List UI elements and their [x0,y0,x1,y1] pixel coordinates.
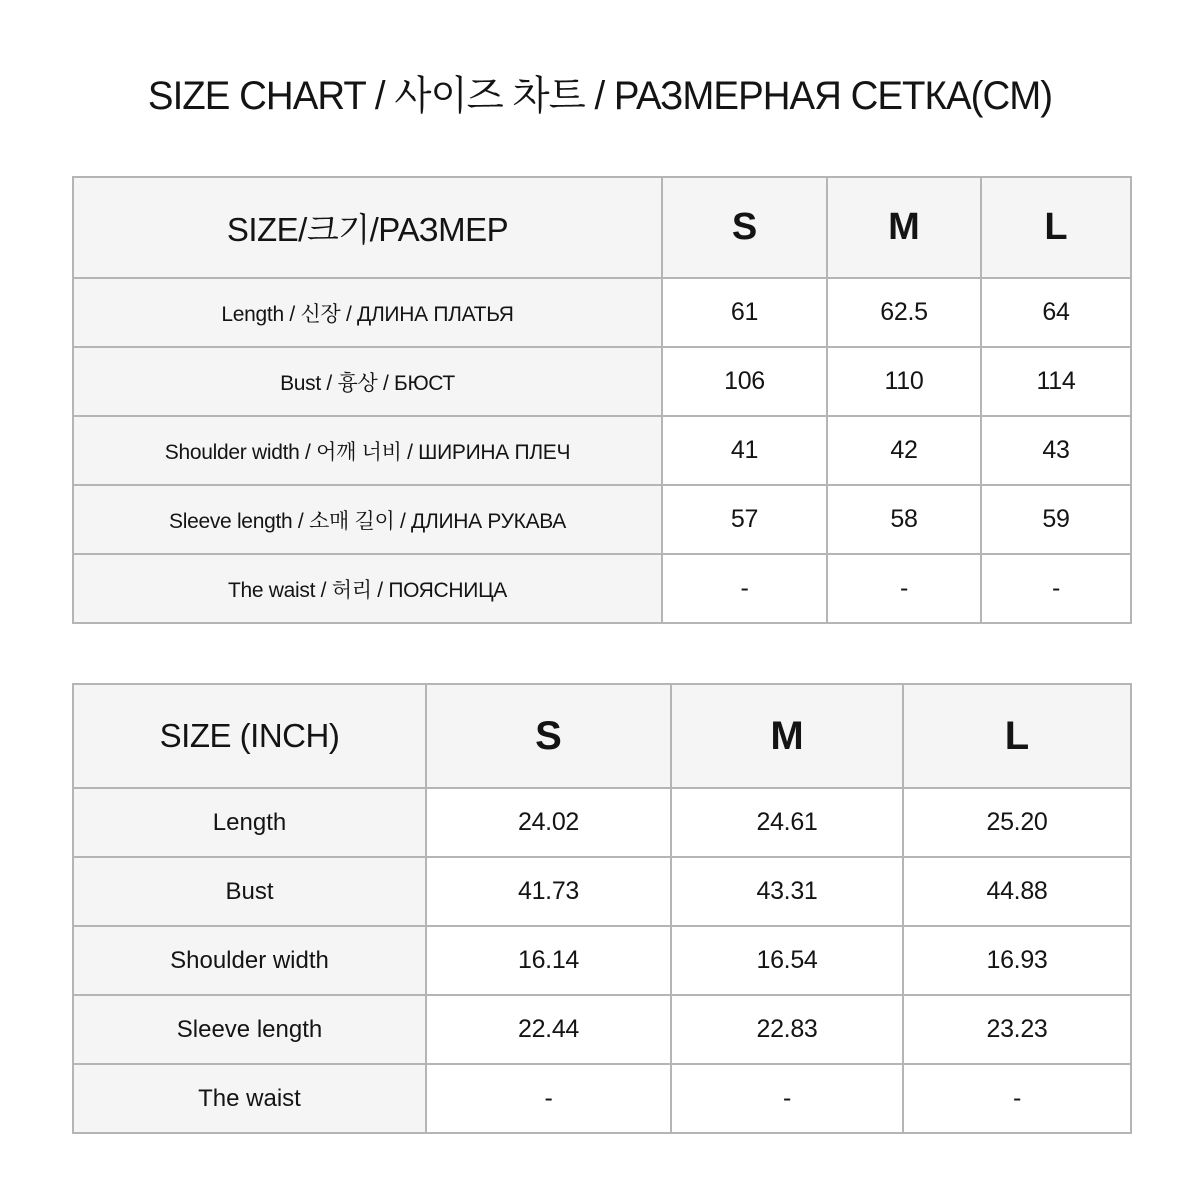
size-table-inch-row-0-value-s: 24.02 [426,788,671,857]
size-table-inch-row-2 [73,926,1131,995]
size-table-cm-body [73,278,1131,623]
size-table-cm-row-0-value-s: 61 [662,278,827,347]
size-table-inch-body [73,788,1131,1133]
size-table-cm-row-0-value-m: 62.5 [827,278,981,347]
size-table-inch-row-1-value-m: 43.31 [671,857,903,926]
size-table-inch-row-0-value-l: 25.20 [903,788,1131,857]
size-table-cm-header-row [73,177,1131,278]
size-table-inch-row-3-value-s: 22.44 [426,995,671,1064]
size-table-cm-header [73,177,1131,278]
size-table-inch-row-4-label: The waist [73,1064,426,1133]
size-table-cm-row-4 [73,554,1131,623]
size-table-inch-row-1-label: Bust [73,857,426,926]
size-table-inch-row-4 [73,1064,1131,1133]
size-table-cm-row-2 [73,416,1131,485]
size-table-inch-row-4-value-l: - [903,1064,1131,1133]
page-title: SIZE CHART / 사이즈 차트 / РАЗМЕРНАЯ СЕТКА(CM) [147,74,1053,118]
size-table-inch-row-4-value-m: - [671,1064,903,1133]
size-table-inch-header-label: SIZE (INCH) [73,684,426,788]
size-table-cm-header-label: SIZE/크기/РАЗМЕР [73,177,662,278]
size-table-cm-row-0 [73,278,1131,347]
size-table-cm [72,176,1132,624]
size-table-cm-row-1-label: Bust / 흉상 / БЮСТ [73,347,662,416]
size-table-cm-size-header-l: L [981,177,1131,278]
size-table-cm-row-3-value-m: 58 [827,485,981,554]
size-table-inch-row-3-value-l: 23.23 [903,995,1131,1064]
size-table-cm-row-1 [73,347,1131,416]
size-table-cm-row-3-label: Sleeve length / 소매 길이 / ДЛИНА РУКАВА [73,485,662,554]
size-table-inch-header-row [73,684,1131,788]
size-table-inch-size-header-m: M [671,684,903,788]
size-table-cm-row-2-label: Shoulder width / 어깨 너비 / ШИРИНА ПЛЕЧ [73,416,662,485]
size-table-cm-size-header-m: M [827,177,981,278]
size-table-inch-row-0-value-m: 24.61 [671,788,903,857]
size-table-cm-row-4-value-l: - [981,554,1131,623]
size-table-cm-row-3-value-s: 57 [662,485,827,554]
size-table-cm-row-4-label: The waist / 허리 / ПОЯСНИЦА [73,554,662,623]
size-table-inch-row-2-value-l: 16.93 [903,926,1131,995]
size-table-cm-row-2-value-m: 42 [827,416,981,485]
size-table-inch-row-3-value-m: 22.83 [671,995,903,1064]
size-table-inch-row-0-label: Length [73,788,426,857]
size-table-cm-row-1-value-m: 110 [827,347,981,416]
size-table-cm-row-1-value-l: 114 [981,347,1131,416]
size-table-cm-size-header-s: S [662,177,827,278]
size-table-cm-row-2-value-s: 41 [662,416,827,485]
size-table-inch-row-1 [73,857,1131,926]
size-table-inch-row-1-value-s: 41.73 [426,857,671,926]
size-table-cm-row-3 [73,485,1131,554]
size-table-inch-row-2-value-m: 16.54 [671,926,903,995]
size-table-cm-row-4-value-m: - [827,554,981,623]
size-table-inch-row-4-value-s: - [426,1064,671,1133]
size-table-cm-row-4-value-s: - [662,554,827,623]
size-table-inch-size-header-l: L [903,684,1131,788]
size-table-cm-row-2-value-l: 43 [981,416,1131,485]
size-table-cm-row-3-value-l: 59 [981,485,1131,554]
size-table-inch-row-2-value-s: 16.14 [426,926,671,995]
size-table-cm-row-0-label: Length / 신장 / ДЛИНА ПЛАТЬЯ [73,278,662,347]
size-table-cm-row-1-value-s: 106 [662,347,827,416]
size-table-cm-row-0-value-l: 64 [981,278,1131,347]
size-table-inch-header [73,684,1131,788]
size-table-inch-row-1-value-l: 44.88 [903,857,1131,926]
size-table-inch-row-0 [73,788,1131,857]
size-table-inch-row-3 [73,995,1131,1064]
size-table-inch-size-header-s: S [426,684,671,788]
size-table-inch-row-2-label: Shoulder width [73,926,426,995]
size-table-inch-row-3-label: Sleeve length [73,995,426,1064]
size-table-inch [72,683,1132,1134]
